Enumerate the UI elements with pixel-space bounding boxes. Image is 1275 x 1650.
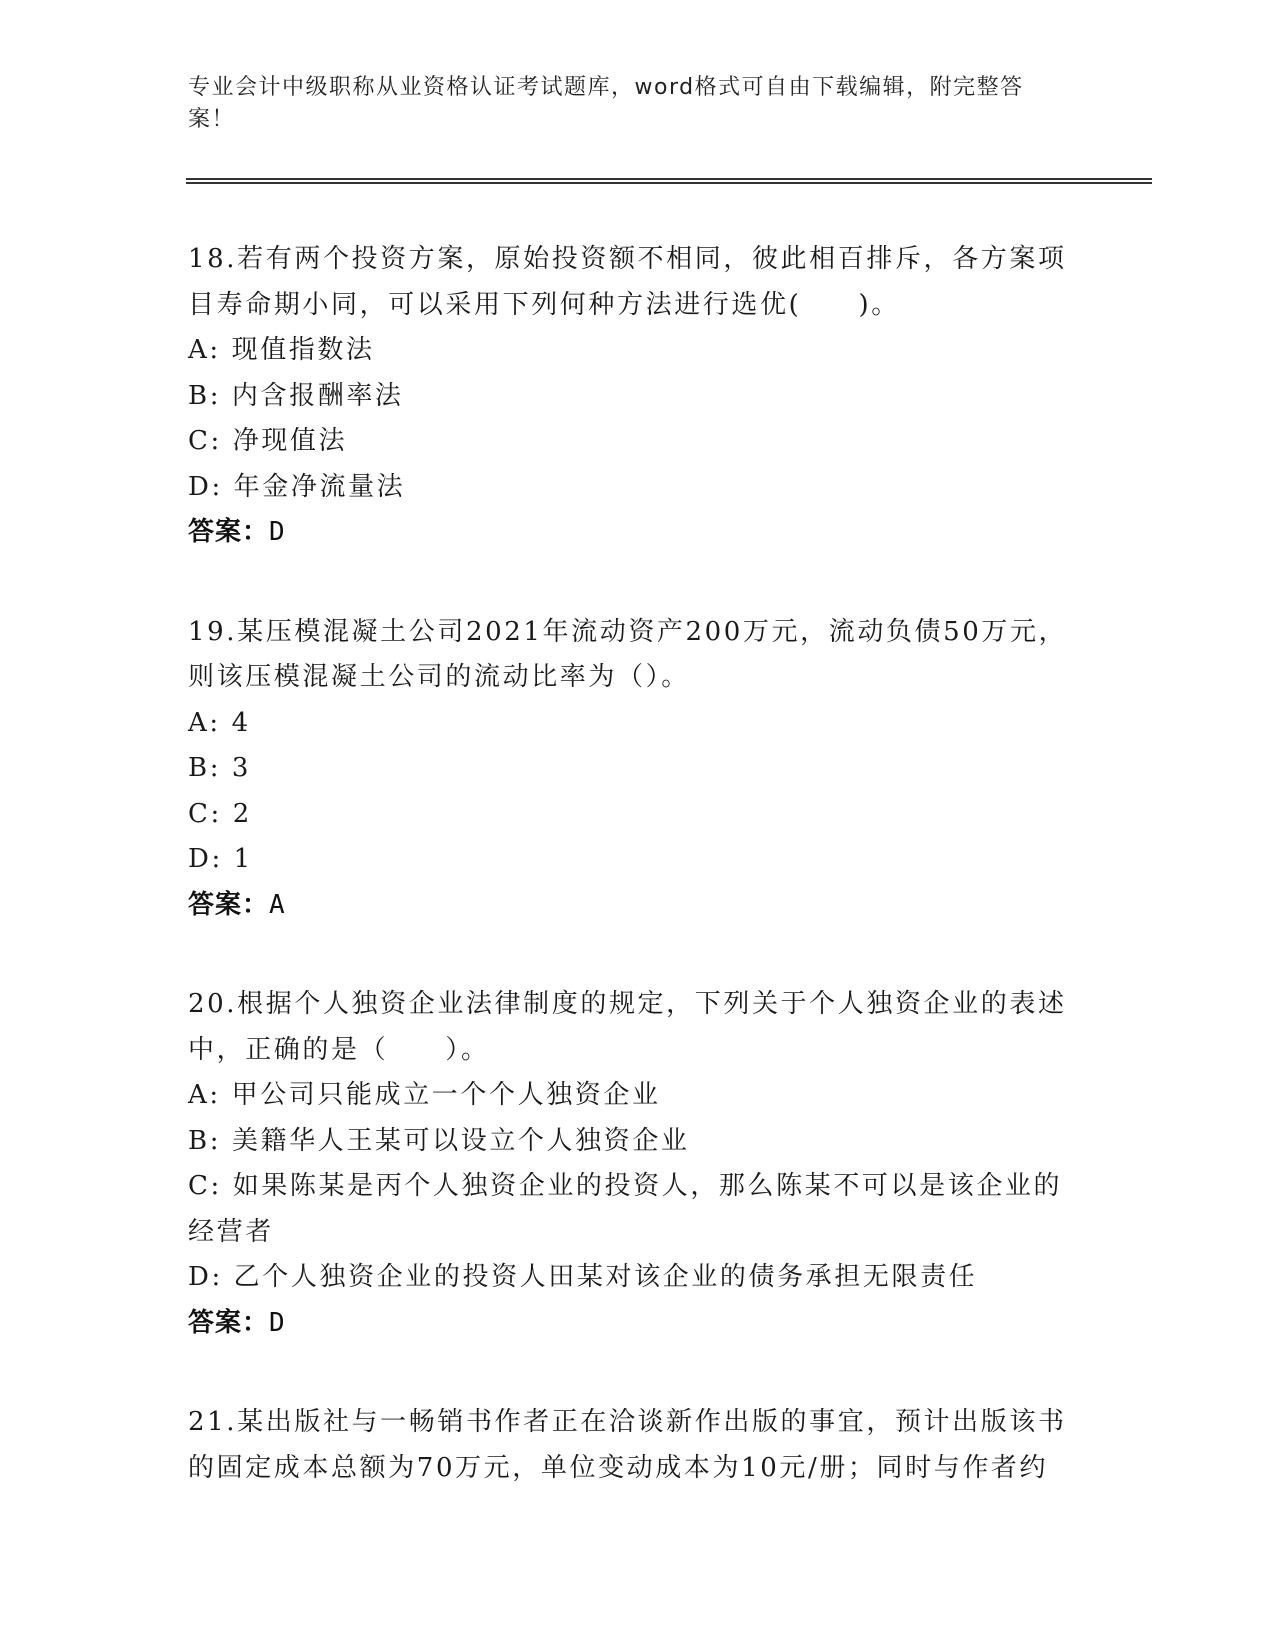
question-text xyxy=(188,237,1078,328)
question-number: 21. xyxy=(188,1407,238,1437)
question-19 xyxy=(188,610,1088,929)
question-text xyxy=(188,1400,1078,1491)
option-b: B: 美籍华人王某可以设立个人独资企业 xyxy=(188,1125,690,1156)
answer-line xyxy=(188,883,1088,929)
question-number: 19. xyxy=(188,616,238,647)
option-c: C: 2 xyxy=(188,798,252,829)
answer-value: D xyxy=(269,517,286,547)
answer-value: A xyxy=(269,889,286,920)
option-a: A: 4 xyxy=(188,707,251,738)
option-d: D: 1 xyxy=(188,844,253,874)
answer-label: 答案： xyxy=(188,1307,270,1338)
question-number: 18. xyxy=(188,244,238,274)
option-d: D: 乙个人独资企业的投资人田某对该企业的债务承担无限责任 xyxy=(188,1262,978,1292)
question-21 xyxy=(188,1400,1088,1491)
question-stem: 某出版社与一畅销书作者正在洽谈新作出版的事宜，预计出版该书的固定成本总额为70万元，单位变动成本为10元/册；同时与作者约 xyxy=(188,1407,1067,1483)
option-c: C: 如果陈某是丙个人独资企业的投资人，那么陈某不可以是该企业的经营者 xyxy=(188,1171,1063,1247)
answer-line xyxy=(188,1301,1088,1347)
option-d: D: 年金净流量法 xyxy=(188,471,406,502)
header-double-rule xyxy=(186,178,1152,184)
option-a: A: 现值指数法 xyxy=(188,335,375,365)
question-text xyxy=(188,982,1078,1073)
question-stem: 根据个人独资企业法律制度的规定，下列关于个人独资企业的表述中，正确的是（ ）。 xyxy=(188,989,1067,1065)
answer-value: D xyxy=(269,1307,286,1338)
option-c: C: 净现值法 xyxy=(188,426,348,456)
question-18 xyxy=(188,237,1088,556)
document-header: 专业会计中级职称从业资格认证考试题库，word格式可自由下载编辑，附完整答案！ xyxy=(188,75,1024,132)
question-list xyxy=(188,237,1088,1545)
answer-label: 答案： xyxy=(188,517,270,547)
question-text xyxy=(188,610,1078,701)
answer-label: 答案： xyxy=(188,889,270,920)
question-20 xyxy=(188,982,1088,1346)
question-stem: 若有两个投资方案，原始投资额不相同，彼此相百排斥，各方案项目寿命期小同，可以采用下列何种方法进行选优( )。 xyxy=(188,244,1067,320)
option-b: B: 3 xyxy=(188,753,252,783)
question-number: 20. xyxy=(188,989,238,1019)
question-stem: 某压模混凝土公司2021年流动资产200万元，流动负债50万元，则该压模混凝土公司的流动比率为（）。 xyxy=(188,616,1068,692)
option-b: B: 内含报酬率法 xyxy=(188,380,404,411)
answer-line xyxy=(188,510,1088,556)
option-a: A: 甲公司只能成立一个个人独资企业 xyxy=(188,1080,661,1110)
